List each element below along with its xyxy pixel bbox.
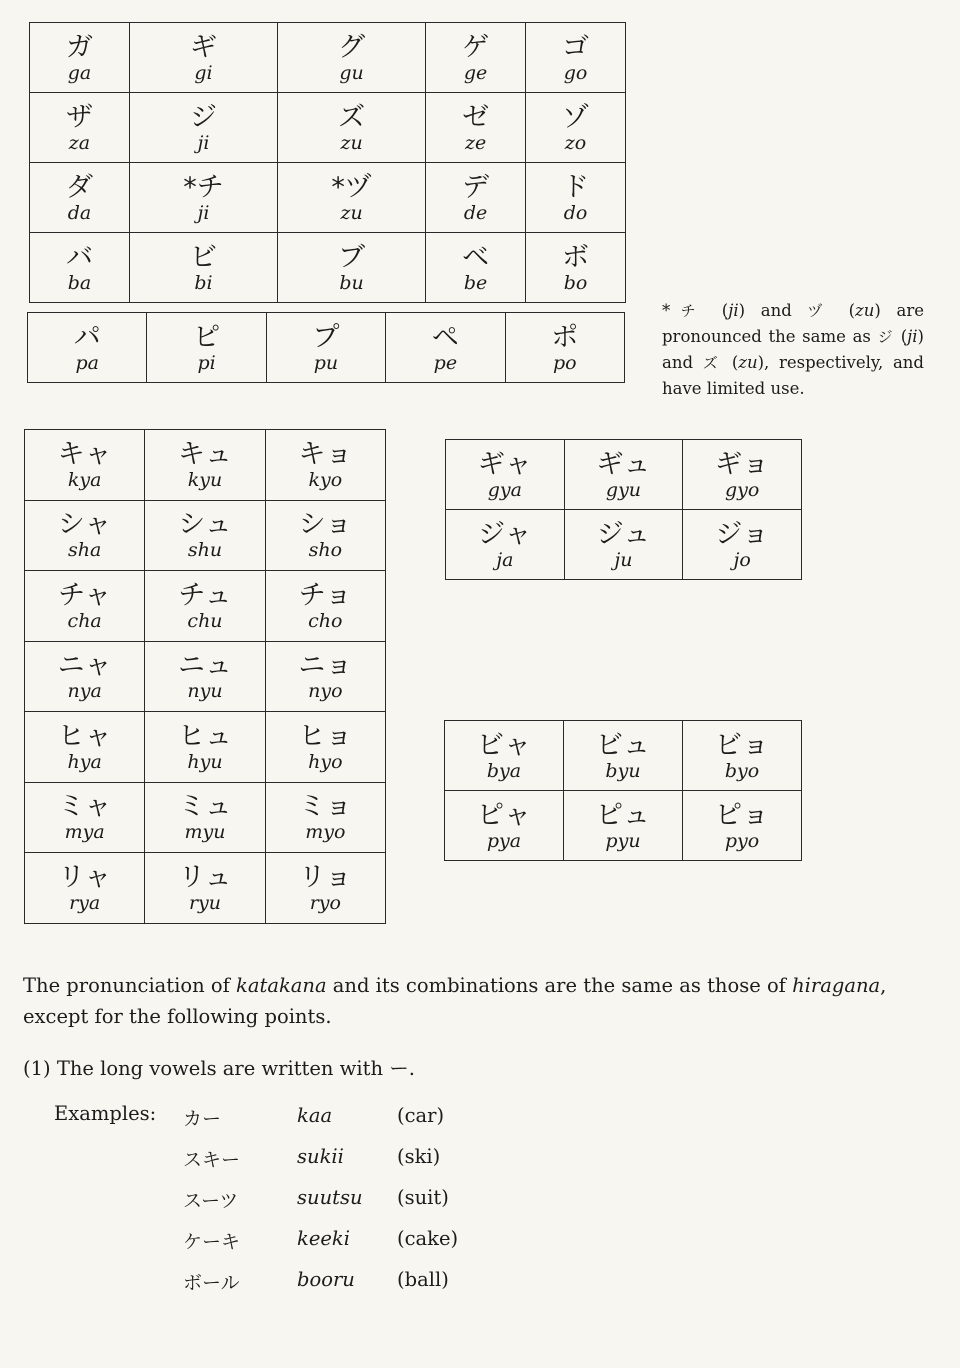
- example-row: [0, 1268, 960, 1300]
- kana-character: ビャ: [477, 729, 531, 761]
- kana-cell: [30, 233, 130, 303]
- kana-cell: [426, 93, 526, 163]
- kana-character: ジ: [189, 101, 217, 133]
- footnote: *チ (ji) and ヅ (zu) are pronounced the same as ジ (ji) and ズ (zu), respectively, and have limited use.: [662, 301, 924, 398]
- kana-character: チュ: [178, 579, 232, 611]
- kana-character: ヒャ: [57, 720, 112, 752]
- kana-character: ズ: [338, 101, 366, 133]
- example-kana: ケーキ: [183, 1231, 241, 1253]
- examples-label: Examples:: [54, 1102, 157, 1125]
- kana-cell: [147, 313, 266, 383]
- kana-cell: [278, 93, 426, 163]
- kana-character: パ: [73, 321, 101, 353]
- romanization: ji: [197, 201, 210, 224]
- kana-character: ビョ: [715, 729, 769, 761]
- kana-character: ダ: [65, 171, 93, 203]
- kana-character: ギャ: [477, 448, 532, 480]
- romanization: bi: [194, 271, 213, 294]
- kana-cell: [25, 641, 145, 712]
- kana-cell: [265, 641, 385, 712]
- kana-character: ショ: [298, 509, 353, 541]
- example-meaning: (suit): [397, 1186, 449, 1209]
- kana-cell: [505, 313, 624, 383]
- kana-character: ピ: [193, 321, 221, 353]
- romanization: do: [563, 201, 588, 224]
- kana-character: ニョ: [298, 650, 353, 682]
- kana-character: ジャ: [478, 518, 532, 550]
- kana-row: [25, 641, 386, 712]
- kana-character: ペ: [431, 321, 459, 353]
- example-romanization: suutsu: [297, 1186, 363, 1209]
- kana-cell: [265, 500, 385, 571]
- kana-character: ゼ: [462, 101, 490, 133]
- p-kana-table: [27, 312, 625, 383]
- romanization: zu: [340, 201, 363, 224]
- kana-character: ボ: [562, 241, 590, 273]
- kana-character: バ: [65, 241, 93, 273]
- kana-character: ミョ: [298, 791, 353, 823]
- kana-character: ブ: [338, 241, 366, 273]
- kana-row: [445, 791, 802, 861]
- romanization: nyu: [187, 680, 223, 703]
- kana-character: *ヅ: [331, 171, 372, 203]
- romanization: de: [463, 201, 488, 224]
- kana-cell: [265, 712, 385, 783]
- romanization: byu: [605, 759, 641, 782]
- kana-character: ニャ: [57, 650, 112, 682]
- kana-cell: [446, 440, 565, 510]
- romanization: pa: [75, 351, 99, 374]
- kana-cell: [30, 93, 130, 163]
- romanization: ryo: [309, 891, 341, 914]
- romanization: ga: [67, 61, 92, 84]
- kana-character: チョ: [298, 579, 352, 611]
- kana-character: ビュ: [596, 729, 650, 761]
- kana-cell: [129, 93, 277, 163]
- romanization: za: [68, 131, 91, 154]
- kana-character: シャ: [57, 509, 112, 541]
- example-meaning: (cake): [397, 1227, 459, 1250]
- kana-character: プ: [312, 321, 340, 353]
- kana-character: ザ: [65, 101, 93, 133]
- romanization: ji: [197, 131, 210, 154]
- kana-character: ヒュ: [177, 720, 232, 752]
- kana-row: [25, 782, 386, 853]
- kana-character: ゴ: [562, 31, 590, 63]
- romanization: ja: [496, 548, 514, 571]
- kana-cell: [25, 430, 145, 501]
- kana-row: [25, 712, 386, 783]
- kana-cell: [145, 430, 265, 501]
- romanization: mya: [64, 821, 105, 844]
- kana-row: [25, 853, 386, 924]
- kana-cell: [129, 233, 277, 303]
- kana-cell: [25, 571, 145, 642]
- romanization: cho: [308, 609, 343, 632]
- romanization: gyu: [605, 478, 642, 501]
- example-row: [0, 1145, 960, 1177]
- romanization: kyu: [187, 468, 223, 491]
- romanization: zo: [564, 131, 587, 154]
- combination-table-main: [24, 429, 386, 924]
- kana-character: ピャ: [477, 799, 531, 831]
- kana-cell: [278, 23, 426, 93]
- romanization: go: [563, 61, 588, 84]
- kana-cell: [25, 500, 145, 571]
- romanization: nyo: [308, 680, 343, 703]
- kana-character: デ: [462, 171, 490, 203]
- kana-cell: [426, 233, 526, 303]
- kana-character: リャ: [58, 861, 112, 893]
- kana-cell: [446, 510, 565, 580]
- kana-cell: [265, 571, 385, 642]
- example-kana: カー: [183, 1108, 222, 1130]
- romanization: kya: [67, 468, 102, 491]
- kana-row: [445, 721, 802, 791]
- kana-cell: [145, 500, 265, 571]
- kana-character: チャ: [58, 579, 112, 611]
- kana-cell: [526, 93, 626, 163]
- kana-row: [25, 571, 386, 642]
- romanization: hyu: [187, 750, 223, 773]
- pronunciation-paragraph: The pronunciation of katakana and its combinations are the same as those of hiragana, except for the following points.: [23, 974, 887, 1028]
- kana-character: ド: [562, 171, 590, 203]
- kana-cell: [564, 440, 683, 510]
- kana-cell: [145, 641, 265, 712]
- romanization: rya: [69, 891, 101, 914]
- romanization: sho: [308, 539, 343, 562]
- kana-cell: [30, 23, 130, 93]
- kana-cell: [278, 163, 426, 233]
- romanization: myu: [184, 821, 226, 844]
- example-romanization: sukii: [297, 1145, 344, 1168]
- kana-row: [446, 440, 802, 510]
- kana-character: キュ: [177, 438, 232, 470]
- romanization: gu: [339, 61, 364, 84]
- romanization: jo: [733, 548, 751, 571]
- kana-cell: [266, 313, 385, 383]
- voiced-kana-table: [29, 22, 626, 303]
- kana-cell: [129, 163, 277, 233]
- example-meaning: (car): [397, 1104, 445, 1127]
- kana-character: ギ: [189, 31, 217, 63]
- kana-cell: [25, 712, 145, 783]
- kana-cell: [145, 782, 265, 853]
- kana-character: ミャ: [57, 791, 112, 823]
- romanization: bya: [486, 759, 522, 782]
- kana-character: ニュ: [177, 650, 232, 682]
- example-romanization: kaa: [297, 1104, 333, 1127]
- example-row: [0, 1186, 960, 1218]
- kana-character: リョ: [298, 861, 352, 893]
- kana-cell: [145, 853, 265, 924]
- kana-cell: [145, 571, 265, 642]
- kana-row: [25, 500, 386, 571]
- romanization: pu: [313, 351, 339, 374]
- kana-row: [30, 93, 626, 163]
- romanization: ge: [463, 61, 488, 84]
- romanization: ju: [614, 548, 633, 571]
- kana-cell: [683, 791, 802, 861]
- kana-cell: [426, 163, 526, 233]
- kana-character: ベ: [462, 241, 490, 273]
- kana-cell: [28, 313, 147, 383]
- romanization: kyo: [308, 468, 343, 491]
- romanization: gi: [194, 61, 213, 84]
- kana-character: ミュ: [178, 791, 232, 823]
- kana-character: シュ: [178, 509, 232, 541]
- kana-character: ピョ: [715, 799, 769, 831]
- romanization: ryu: [188, 891, 222, 914]
- combination-table-gj: [445, 439, 802, 580]
- example-romanization: booru: [297, 1268, 355, 1291]
- romanization: sha: [68, 539, 102, 562]
- romanization: nya: [67, 680, 102, 703]
- romanization: ze: [464, 131, 487, 154]
- romanization: pya: [486, 829, 522, 852]
- kana-cell: [445, 721, 564, 791]
- kana-cell: [564, 791, 683, 861]
- example-kana: スキー: [183, 1149, 241, 1171]
- kana-row: [30, 233, 626, 303]
- romanization: pe: [433, 351, 458, 374]
- kana-row: [25, 430, 386, 501]
- kana-cell: [129, 23, 277, 93]
- romanization: pyu: [605, 829, 641, 852]
- kana-cell: [564, 721, 683, 791]
- kana-character: グ: [338, 31, 366, 63]
- romanization: byo: [724, 759, 760, 782]
- kana-character: ビ: [189, 241, 217, 273]
- romanization: gya: [487, 478, 522, 501]
- kana-cell: [265, 430, 385, 501]
- example-kana: ボール: [183, 1272, 240, 1294]
- romanization: da: [67, 201, 92, 224]
- kana-cell: [526, 233, 626, 303]
- kana-cell: [265, 853, 385, 924]
- kana-character: リュ: [178, 861, 232, 893]
- kana-row: [28, 313, 625, 383]
- example-meaning: (ski): [397, 1145, 441, 1168]
- romanization: pi: [197, 351, 216, 374]
- kana-row: [30, 163, 626, 233]
- romanization: po: [552, 351, 577, 374]
- example-meaning: (ball): [397, 1268, 449, 1291]
- kana-cell: [386, 313, 505, 383]
- kana-cell: [30, 163, 130, 233]
- kana-row: [30, 23, 626, 93]
- kana-cell: [683, 721, 802, 791]
- kana-character: ピュ: [596, 799, 650, 831]
- example-row: [0, 1227, 960, 1259]
- romanization: hyo: [308, 750, 343, 773]
- romanization: be: [463, 271, 488, 294]
- point-1: (1) The long vowels are written with ー.: [23, 1057, 415, 1080]
- kana-character: ゲ: [462, 31, 490, 63]
- kana-cell: [683, 440, 802, 510]
- kana-character: キャ: [57, 438, 112, 470]
- kana-cell: [426, 23, 526, 93]
- kana-character: ヒョ: [298, 720, 353, 752]
- romanization: zu: [340, 131, 363, 154]
- kana-character: ガ: [65, 31, 93, 63]
- romanization: bo: [563, 271, 588, 294]
- romanization: myo: [305, 821, 346, 844]
- kana-cell: [145, 712, 265, 783]
- example-kana: スーツ: [183, 1190, 239, 1212]
- kana-cell: [265, 782, 385, 853]
- kana-cell: [526, 163, 626, 233]
- kana-row: [446, 510, 802, 580]
- example-row: [0, 1104, 960, 1136]
- combination-table-bp: [444, 720, 802, 861]
- kana-character: ギョ: [715, 448, 770, 480]
- kana-character: キョ: [298, 438, 353, 470]
- romanization: gyo: [724, 478, 760, 501]
- kana-character: *チ: [183, 171, 224, 203]
- kana-cell: [25, 782, 145, 853]
- romanization: bu: [339, 271, 364, 294]
- romanization: chu: [187, 609, 223, 632]
- romanization: ba: [67, 271, 92, 294]
- kana-character: ジュ: [596, 518, 651, 550]
- kana-cell: [278, 233, 426, 303]
- example-romanization: keeki: [297, 1227, 350, 1250]
- kana-character: ゾ: [562, 101, 590, 133]
- romanization: hya: [67, 750, 102, 773]
- kana-cell: [564, 510, 683, 580]
- kana-cell: [25, 853, 145, 924]
- kana-cell: [526, 23, 626, 93]
- kana-cell: [683, 510, 802, 580]
- romanization: cha: [67, 609, 102, 632]
- kana-character: ジョ: [715, 518, 769, 550]
- romanization: pyo: [724, 829, 760, 852]
- kana-cell: [445, 791, 564, 861]
- kana-character: ギュ: [596, 448, 651, 480]
- romanization: shu: [187, 539, 223, 562]
- kana-character: ポ: [551, 321, 579, 353]
